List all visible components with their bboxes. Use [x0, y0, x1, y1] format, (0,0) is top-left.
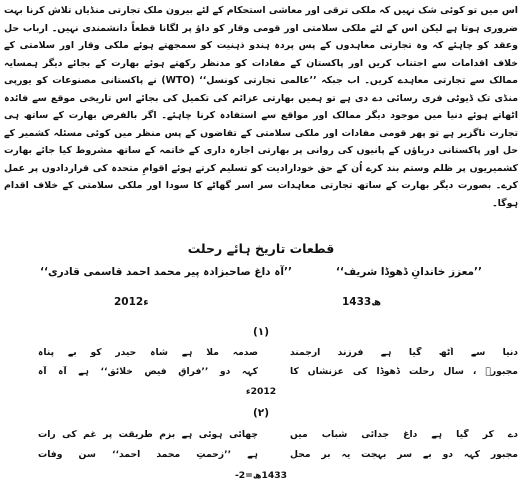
stanza-2-right-line-2: مجبور کہہ دو بے سر بہجت یہ بر محل	[290, 449, 518, 460]
stanza-2-left-line-2: ہے ’’زحمتِ محمد احمد‘‘ سن وفات	[38, 449, 258, 460]
right-column-header: ’’معزز خاندانِ ڈھوڈا شریف‘‘	[335, 266, 482, 278]
right-column-date: 1433ھ	[342, 296, 382, 308]
stanza-1-left-line-2: کہہ دو ’’فراقِ فیضِ خلائق‘‘ ہے آہ آہ	[38, 366, 258, 377]
stanza-2-number: (۲)	[252, 407, 269, 419]
stanza-1-right-line-2: مجبورؔ ، سال رحلت ڈھوڈا کی عزنشاں کا	[290, 366, 518, 377]
stanza-2-left-line-1: چھائی ہوئی ہے بزمِ طریقت پر غم کی رات	[38, 429, 258, 440]
left-column-header: ’’آہ داغ صاحبزادہ پیر محمد احمد قاسمی قادری‘‘	[40, 266, 292, 278]
body-paragraph: اس میں تو کوئی شک نہیں کہ ملکی ترقی اور معاشی استحکام کے لئے بیرون ملک تجارتی منڈیاں تلاش کرنا بہت ضروری ہوتا ہے لیکن اس کے لئے ملکی سلامتی اور قومی وقار کو داؤ پر لگانا قطعاً دانشمندی نہیں۔ ارباب حل وعقد کو چاہئے کہ وہ تجارتی معاہدوں کے پس پردہ ہندو ذہنیت کو سمجھتے ہوئے ملکی وقار اور سلامتی کے خلاف اقدامات سے اجتناب کریں اور پاکستان کے مفادات کو مدنظر رکھتے ہوئے بھارت کے بجائے دیگر ہمسایہ ممالک سے تجارتی معاہدے کریں۔ اب جبکہ ’’عالمی تجارتی کونسل‘‘ (WTO) نے پاکستانی مصنوعات کو یورپی منڈی تک ڈیوٹی فری رسائی دے دی ہے تو ہمیں بھارتی عزائم کی تکمیل کی بجائے اس تاریخی موقع سے فائدہ اٹھاتے ہوئے دنیا میں موجود دیگر ممالک اور مواقع سے استفادہ کرنا چاہئے۔ اگر بالفرض بھارت کے ساتھ ہی تجارت ناگزیر ہے تو پھر قومی مفادات اور ملکی سلامتی کے تقاضوں کے پس منظر میں کوئی مسئلہ کشمیر کے حل اور پاکستانی دریاؤں کے پانیوں کی روانی پر بھارتی اجارہ داری کے خاتمہ کے ساتھ مشروط کیا جائے بھارت کشمیریوں پر ظلم وستم بند کرے اُن کے حق خودارادیت کو تسلیم کرتے ہوئے اقوامِ متحدہ کی قراردادوں پر عمل کرے۔ بصورت دیگر بھارت کے ساتھ تجارتی معاہدات سر اسر گھاٹے کا سودا اور ملکی سلامتی کے خلاف اقدام ہوگا۔	[4, 5, 518, 209]
stanza-1-number: (۱)	[252, 326, 269, 338]
section-title: قطعات تاریخ ہائے رحلت	[187, 241, 335, 256]
stanza-2-date: 1433ھ=2-	[234, 470, 288, 481]
left-column-date: 2012ء	[114, 296, 149, 308]
stanza-1-date: 2012ء	[245, 386, 277, 397]
stanza-1-right-line-1: دنیا سے اُٹھ گیا ہے فرزند ارجمند	[290, 347, 518, 358]
stanza-1-left-line-1: صدمہ ملا ہے شاہ حیدر کو بے پناہ	[38, 347, 258, 358]
stanza-2-right-line-1: دے کر گیا ہے داغ جدائی شباب میں	[290, 429, 518, 440]
